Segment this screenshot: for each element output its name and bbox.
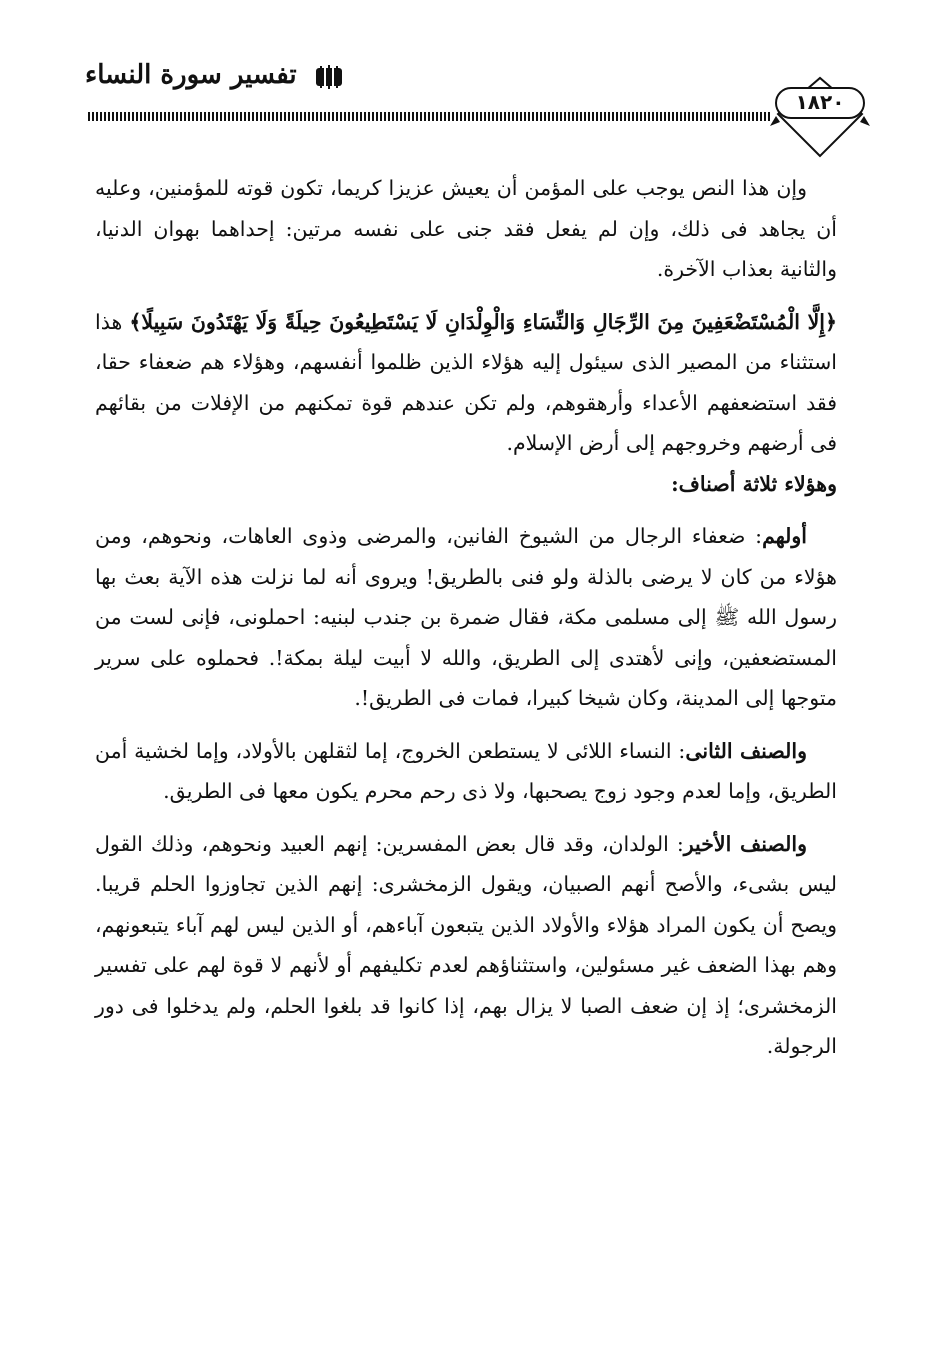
page-number: ١٨٢٠ [795, 90, 845, 114]
section-lead: والصنف الأخير [683, 831, 808, 856]
section-lead: أولهم [762, 524, 807, 548]
page-header [0, 0, 929, 170]
section-lead: والصنف الثانى [685, 738, 807, 763]
quran-verse: ﴿إِلَّا الْمُسْتَضْعَفِينَ مِنَ الرِّجَالِ وَالنِّسَاءِ وَالْوِلْدَانِ لَا يَسْتَطِيعُونَ حِيلَةً وَلَا يَهْتَدُونَ سَبِيلًا﴾ [129, 309, 837, 334]
paragraph [95, 731, 837, 812]
paragraph-text: : ضعفاء الرجال من الشيوخ الفانين، والمرضى وذوى العاهات، ونحوهم، ومن هؤلاء من كان لا يرضى بالذلة ولو فنى بالطريق! ويروى أنه لما نزلت هذه الآية بعث بها رسول الله ﷺ إلى مسلمى مكة، فقال ضمرة بن جندب لبنيه: احملونى، فإنى لست من المستضعفين، وإنى لأهتدى إلى الطريق، والله لا أبيت ليلة بمكة!. فحملوه على سرير متوجها إلى المدينة، وكان شيخا كبيرا، فمات فى الطريق!. [95, 524, 837, 710]
paragraph [95, 516, 837, 719]
page-number-badge [770, 76, 870, 158]
running-title: تفسير سورة النساء [85, 60, 297, 90]
page-body [95, 168, 837, 1067]
paragraph: وإن هذا النص يوجب على المؤمن أن يعيش عزيزا كريما، تكون قوته للمؤمنين، وعليه أن يجاهد فى ذلك، وإن لم يفعل فقد جنى على نفسه مرتين: إحداهما بهوان الدنيا، والثانية بعذاب الآخرة. [95, 176, 837, 281]
paragraph [95, 824, 837, 1067]
paragraph-text: : الولدان، وقد قال بعض المفسرين: إنهم العبيد ونحوهم، وذلك القول ليس بشىء، والأصح أنهم الصبيان، ويقول الزمخشرى: إنهم الذين تجاوزوا الحلم قريبا. ويصح أن يكون المراد هؤلاء والأولاد الذين يتبعون آباءهم، أو الذين ليس لهم آباء يتبعونهم، وهم بهذا الضعف غير مسئولين، واستثناؤهم لعدم تكليفهم أو لأنهم لا قوة لهم على تفسير الزمخشرى؛ إذ إن ضعف الصبا لا يزال بهم، إذا كانوا قد بلغوا الحلم، ولم يدخلوا فى دور الرجولة. [95, 831, 837, 1058]
header-rule [88, 112, 770, 121]
section-lead: وهؤلاء ثلاثة أصناف: [671, 471, 837, 496]
paragraph-text: هذا استثناء من المصير الذى سيئول إليه هؤلاء الذين ظلموا أنفسهم، وهؤلاء هم ضعفاء حقا، فقد استضعفهم الأعداء وأرهقوهم، ولم تكن عندهم قوة تمكنهم من الإفلات من بقائهم فى أرضهم وخروجهم إلى أرض الإسلام. [95, 309, 837, 455]
paragraph [95, 302, 837, 505]
ornament-icon [314, 64, 344, 90]
paragraph-text: : النساء اللائى لا يستطعن الخروج، إما لثقلهن بالأولاد، وإما لخشية أمن الطريق، وإما لعدم وجود زوج يصحبها، ولا ذى رحم محرم يكون معها فى الطريق. [95, 738, 837, 803]
